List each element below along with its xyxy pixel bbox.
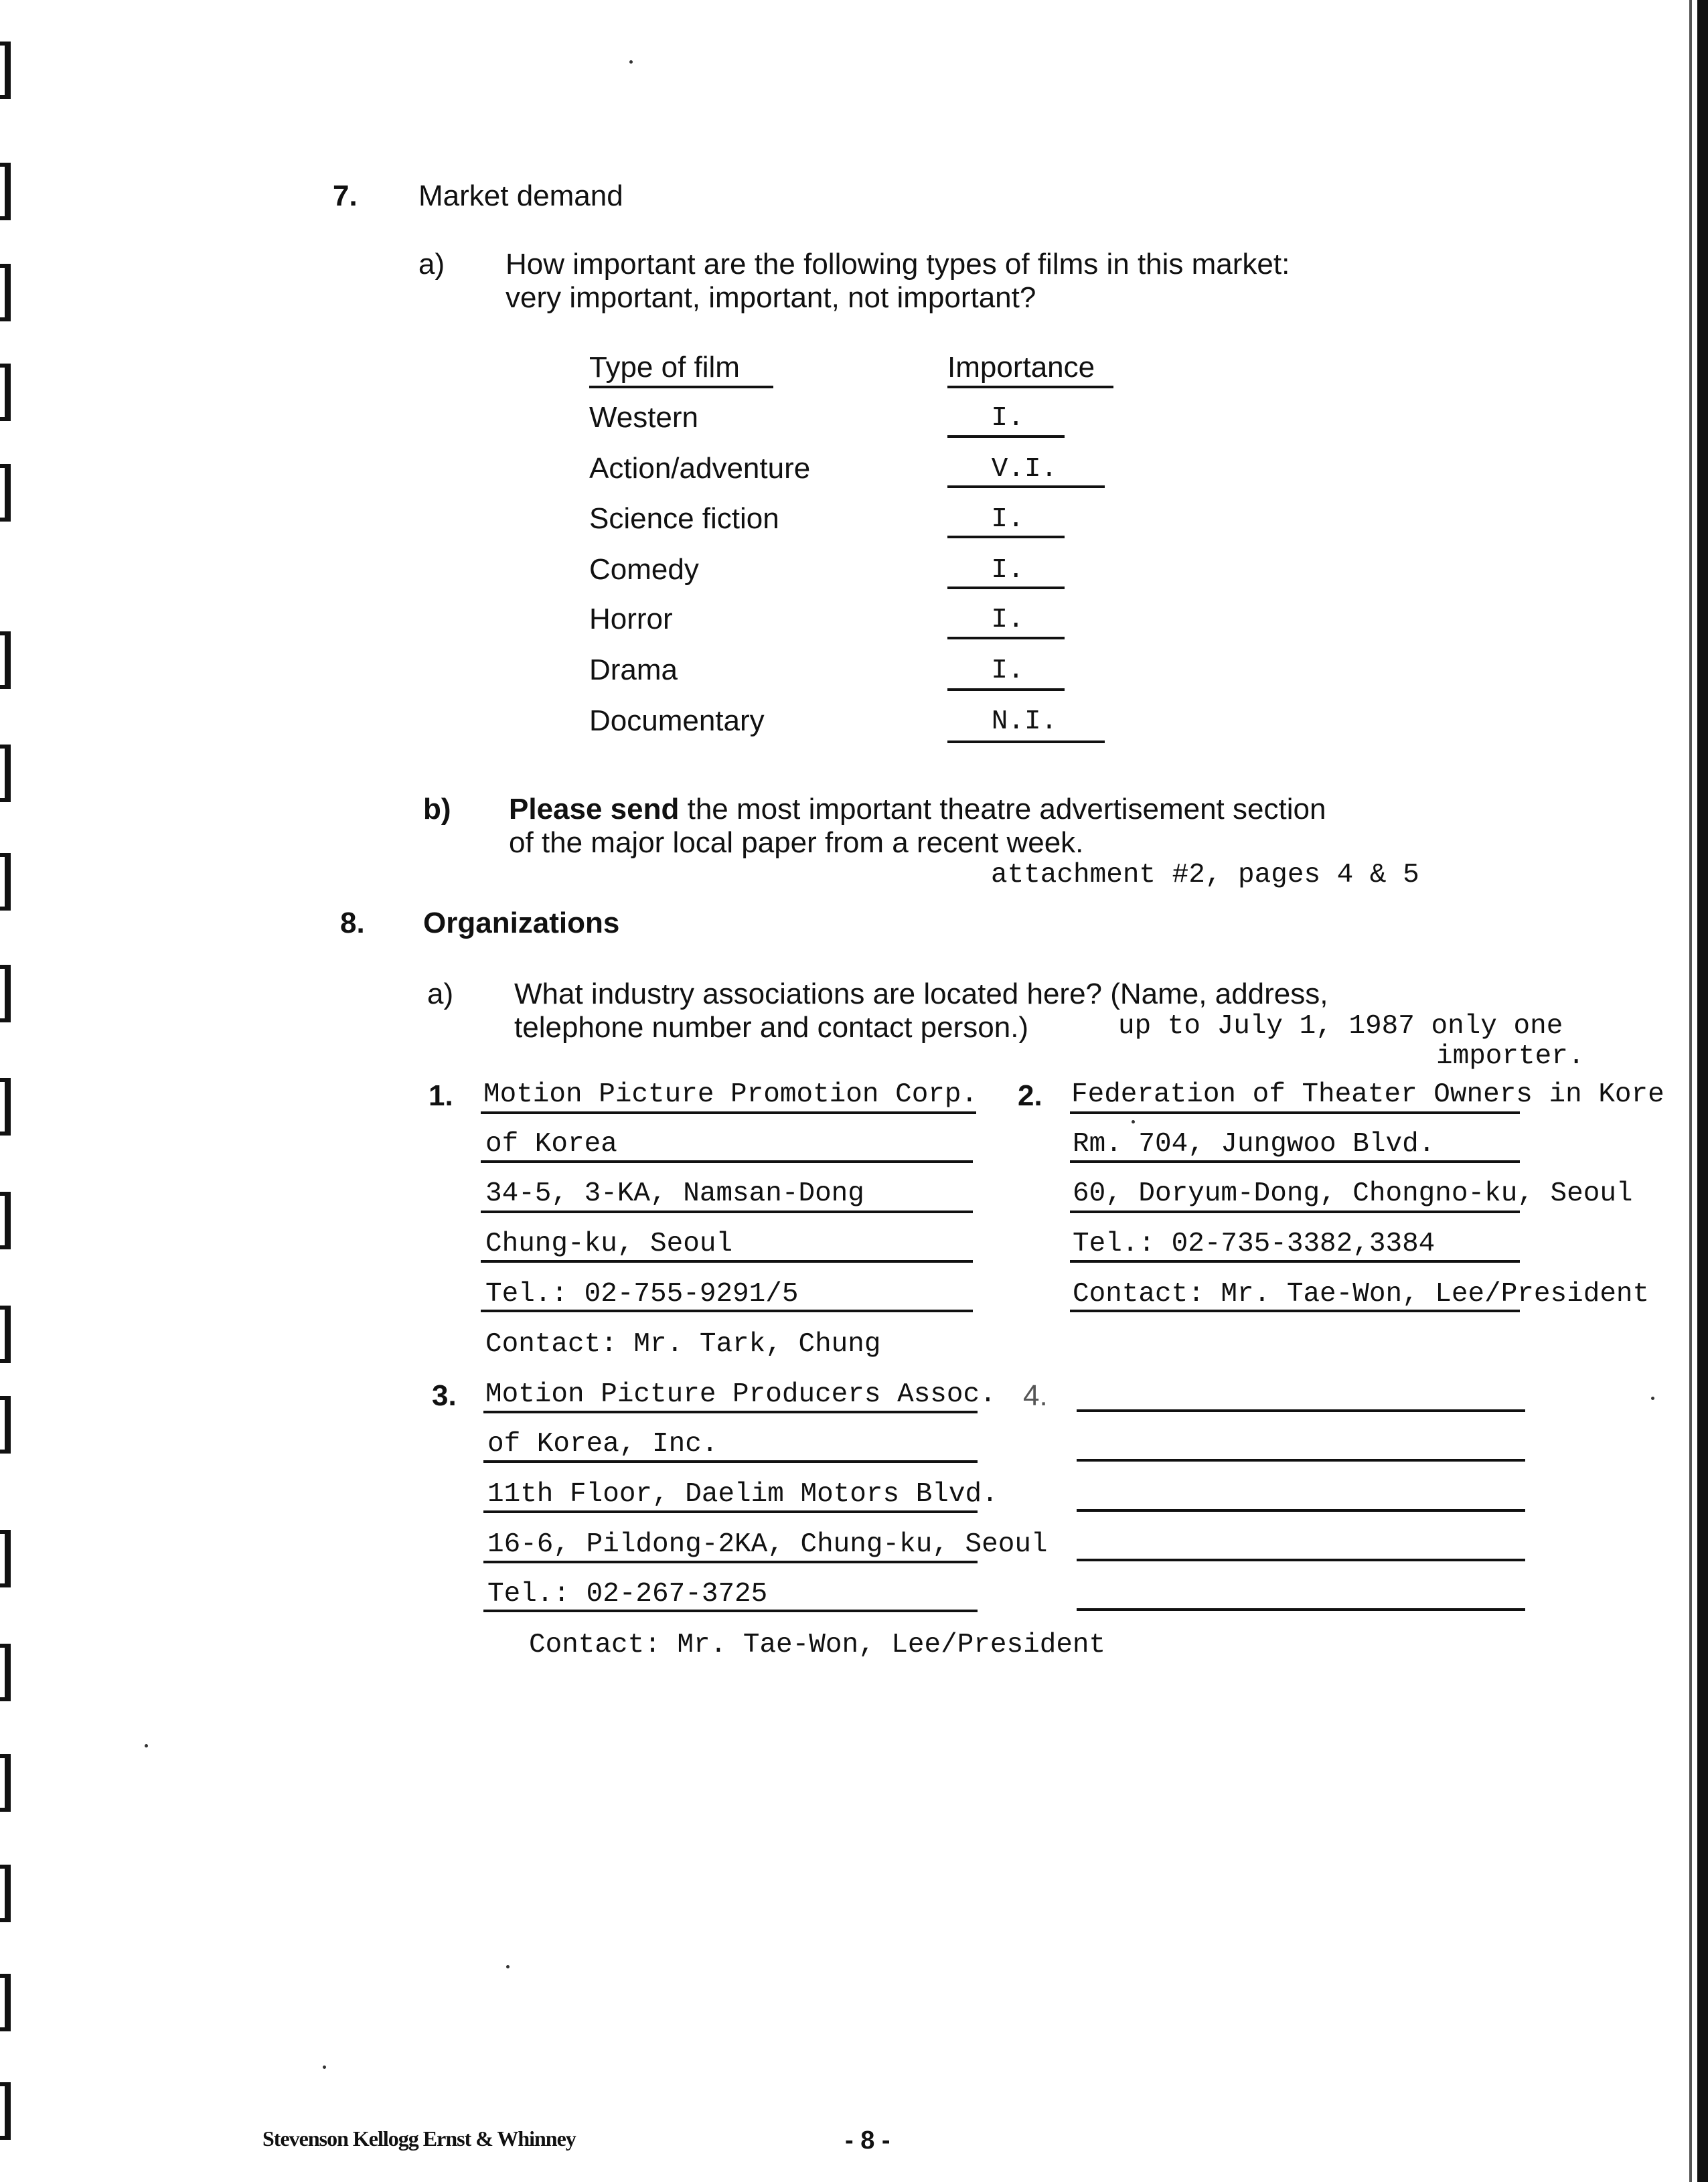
organization-line: 60, Doryum-Dong, Chongno-ku, Seoul <box>1073 1178 1633 1209</box>
scan-speck <box>1651 1397 1654 1400</box>
section-7b-request-emphasis: Please send <box>509 793 680 826</box>
importance-value: I. <box>991 605 1024 635</box>
binder-bracket <box>0 1865 11 1922</box>
organization-number: 2. <box>1018 1079 1042 1112</box>
scan-speck <box>629 60 633 64</box>
section-7-title: Market demand <box>418 179 623 212</box>
importance-value: I. <box>991 504 1024 535</box>
binder-bracket <box>0 264 11 321</box>
entry-line <box>481 1310 973 1312</box>
importance-value: V.I. <box>991 454 1058 485</box>
entry-line <box>1070 1310 1520 1312</box>
scan-speck <box>145 1744 148 1747</box>
organization-line: Tel.: 02-267-3725 <box>487 1579 768 1610</box>
binder-bracket <box>0 1644 11 1701</box>
section-8a-note-line2: importer. <box>1436 1041 1585 1072</box>
header-underline <box>947 386 1113 388</box>
scan-speck <box>323 2066 326 2069</box>
entry-line <box>481 1211 973 1213</box>
answer-line <box>947 587 1065 589</box>
answer-line <box>947 536 1065 538</box>
scan-speck <box>506 1965 510 1968</box>
organization-line: Tel.: 02-755-9291/5 <box>485 1279 799 1310</box>
binder-bracket <box>0 1530 11 1587</box>
answer-line <box>947 485 1105 488</box>
entry-line <box>483 1460 978 1463</box>
entry-line <box>1077 1459 1525 1462</box>
section-8a-label: a) <box>427 978 454 1010</box>
scan-speck <box>1132 1120 1135 1123</box>
entry-line <box>1070 1211 1520 1213</box>
entry-line <box>483 1610 978 1612</box>
organization-line: Tel.: 02-735-3382,3384 <box>1073 1229 1435 1259</box>
section-7b-attachment-note: attachment #2, pages 4 & 5 <box>991 860 1419 890</box>
organization-number: 4. <box>1023 1379 1048 1412</box>
importance-value: I. <box>991 655 1024 686</box>
film-type: Western <box>589 401 699 434</box>
organization-line: Motion Picture Producers Assoc. <box>485 1379 996 1410</box>
entry-line <box>481 1160 973 1163</box>
entry-line <box>483 1510 978 1513</box>
section-8a-question-line1: What industry associations are located here? (Name, address, <box>514 978 1328 1010</box>
answer-line <box>947 688 1065 691</box>
entry-line <box>481 1260 973 1263</box>
entry-line <box>1077 1559 1525 1561</box>
binder-bracket <box>0 1754 11 1812</box>
scan-edge <box>1697 0 1708 2182</box>
section-7-number: 7. <box>333 179 358 212</box>
entry-line <box>483 1411 978 1413</box>
answer-line <box>947 741 1105 743</box>
organization-line: Chung-ku, Seoul <box>485 1229 733 1259</box>
film-type: Documentary <box>589 704 765 737</box>
answer-line <box>947 637 1065 639</box>
page-number: - 8 - <box>845 2126 890 2155</box>
organization-line: 11th Floor, Daelim Motors Blvd. <box>487 1479 998 1510</box>
binder-bracket <box>0 745 11 802</box>
binder-bracket <box>0 1974 11 2031</box>
binder-bracket <box>0 853 11 911</box>
film-type: Action/adventure <box>589 452 811 485</box>
entry-line <box>1077 1608 1525 1611</box>
section-8-number: 8. <box>340 907 365 939</box>
section-8a-question-line2: telephone number and contact person.) <box>514 1011 1029 1044</box>
organization-contact: Contact: Mr. Tark, Chung <box>485 1329 881 1360</box>
section-7b-request-rest: the most important theatre advertisement section <box>687 793 1326 826</box>
organization-number: 3. <box>432 1379 457 1412</box>
entry-line <box>1070 1160 1520 1163</box>
entry-line <box>1077 1509 1525 1512</box>
entry-line <box>481 1111 976 1114</box>
film-type: Horror <box>589 603 673 635</box>
organization-line: 34-5, 3-KA, Namsan-Dong <box>485 1178 864 1209</box>
organization-number: 1. <box>429 1079 453 1112</box>
organization-line: 16-6, Pildong-2KA, Chung-ku, Seoul <box>487 1529 1048 1560</box>
footer-firm-name: Stevenson Kellogg Ernst & Whinney <box>262 2126 576 2151</box>
entry-line <box>483 1561 978 1563</box>
section-7a-label: a) <box>418 248 445 281</box>
section-7b-label: b) <box>423 793 451 826</box>
answer-line <box>947 435 1065 438</box>
organization-contact: Contact: Mr. Tae-Won, Lee/President <box>529 1630 1106 1660</box>
binder-bracket <box>0 42 11 99</box>
entry-line <box>1070 1111 1520 1114</box>
binder-bracket <box>0 965 11 1022</box>
section-7a-question-line2: very important, important, not important? <box>506 281 1036 314</box>
binder-bracket <box>0 631 11 689</box>
binder-bracket <box>0 1306 11 1363</box>
organization-line: of Korea <box>485 1129 617 1160</box>
binder-bracket <box>0 1396 11 1454</box>
binder-bracket <box>0 1192 11 1249</box>
scan-edge-line <box>1689 0 1692 2182</box>
organization-line: Federation of Theater Owners in Kore <box>1071 1079 1664 1110</box>
section-7b-request-line2: of the major local paper from a recent week. <box>509 826 1084 859</box>
importance-value: N.I. <box>991 706 1058 737</box>
entry-line <box>1070 1260 1520 1263</box>
entry-line <box>1077 1409 1525 1412</box>
header-underline <box>589 386 773 388</box>
film-type: Science fiction <box>589 502 779 535</box>
binder-bracket <box>0 464 11 522</box>
binder-bracket <box>0 2082 11 2140</box>
binder-bracket <box>0 1078 11 1136</box>
importance-value: I. <box>991 555 1024 586</box>
section-8a-note-line1: up to July 1, 1987 only one <box>1118 1011 1563 1042</box>
organization-line: Rm. 704, Jungwoo Blvd. <box>1073 1129 1435 1160</box>
column-header-type-of-film: Type of film <box>589 351 740 384</box>
organization-line: Motion Picture Promotion Corp. <box>483 1079 978 1110</box>
binder-bracket <box>0 163 11 220</box>
film-type: Comedy <box>589 553 699 586</box>
section-8-title: Organizations <box>423 907 620 939</box>
organization-line: Contact: Mr. Tae-Won, Lee/President <box>1073 1279 1650 1310</box>
film-type: Drama <box>589 653 678 686</box>
section-7b-request-line1 <box>509 793 1326 826</box>
binder-bracket <box>0 364 11 421</box>
importance-value: I. <box>991 403 1024 434</box>
organization-line: of Korea, Inc. <box>487 1429 718 1460</box>
section-7a-question-line1: How important are the following types of films in this market: <box>506 248 1290 281</box>
column-header-importance: Importance <box>947 351 1095 384</box>
